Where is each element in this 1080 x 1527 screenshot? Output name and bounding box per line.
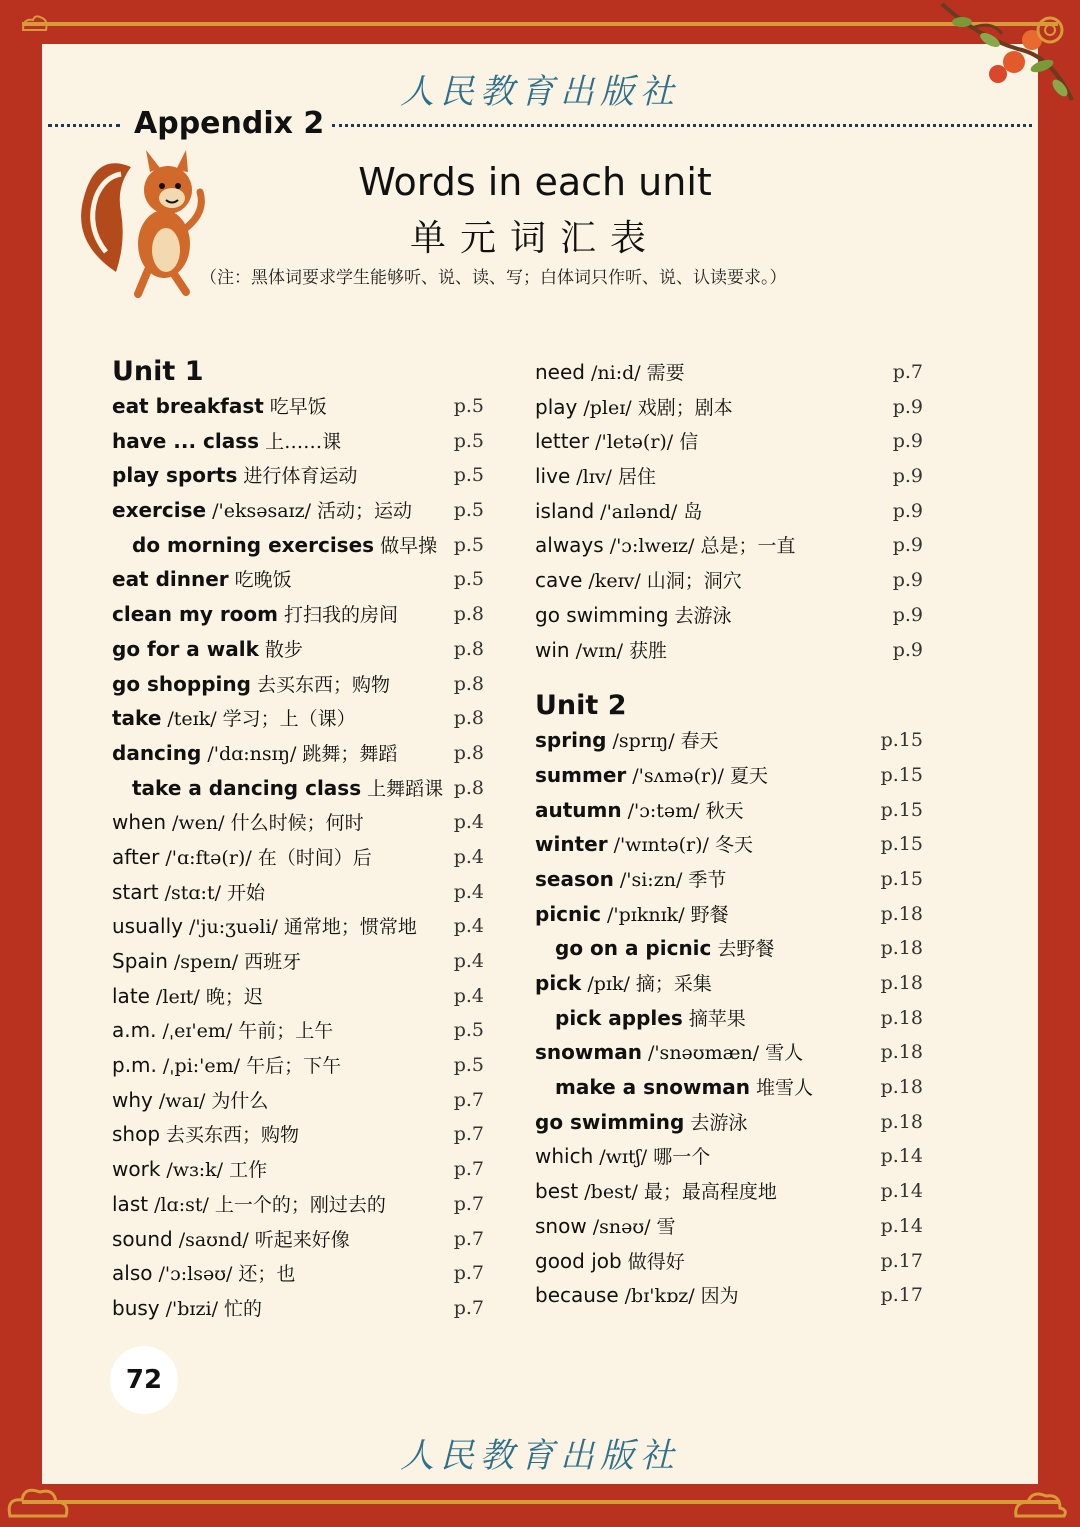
vocab-entry — [112, 493, 492, 528]
vocab-page-ref: p.4 — [453, 880, 484, 903]
vocab-list — [535, 355, 923, 667]
vocab-phonetic: /stɑ:t/ — [164, 881, 221, 904]
unit-title: Unit 2 — [535, 690, 627, 722]
vocab-word: island — [535, 498, 595, 523]
vocab-page-ref: p.18 — [880, 1006, 923, 1029]
vocab-word: snowman — [535, 1040, 642, 1065]
vocab-entry — [112, 1117, 492, 1152]
vocab-page-ref: p.18 — [880, 1076, 923, 1099]
vocab-phonetic: /'dɑ:nsɪŋ/ — [207, 742, 297, 765]
vocab-page-ref: p.7 — [453, 1158, 484, 1181]
dotted-rule-left — [48, 124, 120, 127]
vocab-meaning: 吃早饭 — [269, 396, 327, 418]
vocab-meaning: 岛 — [683, 500, 703, 523]
vocab-page-ref: p.8 — [453, 603, 484, 626]
vocab-meaning: 西班牙 — [244, 951, 302, 973]
vocab-meaning: 居住 — [617, 466, 656, 489]
vocab-word: eat breakfast — [112, 394, 264, 418]
right-column — [535, 355, 923, 1313]
vocab-meaning: 为什么 — [211, 1089, 269, 1112]
vocab-meaning: 摘；采集 — [635, 973, 712, 995]
vocab-word: which — [535, 1144, 594, 1169]
vocab-page-ref: p.5 — [453, 429, 484, 452]
vocab-word: dancing — [112, 740, 202, 765]
vocab-page-ref: p.5 — [453, 464, 484, 487]
vocab-word: best — [535, 1179, 579, 1204]
vocab-word: autumn — [535, 797, 622, 822]
vocab-phonetic: /saʊnd/ — [178, 1228, 249, 1251]
vocab-entry — [112, 632, 492, 667]
vocab-page-ref: p.9 — [892, 534, 923, 557]
vocab-phonetic: /speɪn/ — [173, 951, 239, 973]
vocab-meaning: 散步 — [264, 638, 303, 661]
vocab-word: spring — [535, 728, 607, 753]
vocab-entry — [535, 1001, 923, 1036]
vocab-page-ref: p.4 — [453, 845, 484, 868]
vocab-meaning: 打扫我的房间 — [284, 604, 399, 627]
vocab-meaning: 做得好 — [627, 1250, 685, 1273]
vocab-meaning: 听起来好像 — [254, 1228, 350, 1251]
vocab-phonetic: /pleɪ/ — [583, 396, 632, 419]
appendix-header — [48, 106, 1036, 142]
vocab-phonetic: /leɪt/ — [155, 985, 200, 1008]
vocab-word: season — [535, 866, 614, 891]
corner-cloud-icon — [20, 12, 50, 34]
vocab-meaning: 吃晚饭 — [234, 569, 292, 592]
vocab-phonetic: /wɪn/ — [575, 639, 623, 662]
vocab-page-ref: p.4 — [453, 915, 484, 938]
vocab-meaning: 雪人 — [765, 1042, 804, 1065]
vocab-page-ref: p.18 — [880, 1041, 923, 1064]
vocab-phonetic: /pɪk/ — [587, 973, 630, 995]
vocab-meaning: 上舞蹈课 — [367, 777, 444, 800]
vocab-word: pick — [535, 971, 582, 995]
vocab-entry — [112, 1187, 492, 1222]
vocab-page-ref: p.9 — [892, 569, 923, 592]
vocab-meaning: 春天 — [680, 730, 719, 753]
vocab-page-ref: p.9 — [892, 638, 923, 661]
vocab-entry — [535, 1035, 923, 1070]
vocab-word: winter — [535, 832, 608, 857]
appendix-title: Appendix 2 — [134, 106, 325, 141]
vocab-entry — [535, 563, 923, 598]
vocab-word: win — [535, 637, 570, 662]
vocab-word: why — [112, 1087, 153, 1112]
vocab-phonetic: /'ɔ:təm/ — [627, 799, 700, 822]
vocab-entry — [112, 771, 492, 806]
vocab-meaning: 戏剧；剧本 — [637, 396, 733, 419]
vocab-word: when — [112, 810, 167, 835]
vocab-phonetic: /ˌeɪ'em/ — [162, 1020, 233, 1043]
vocab-meaning: 夏天 — [729, 764, 768, 787]
vocab-meaning: 总是；一直 — [700, 535, 796, 558]
vocab-phonetic: /keɪv/ — [588, 570, 641, 593]
vocab-meaning: 通常地；惯常地 — [283, 916, 417, 939]
vocab-word: play sports — [112, 463, 238, 488]
vocab-entry — [112, 424, 492, 459]
vocab-entry — [535, 827, 923, 862]
vocab-word: usually — [112, 914, 183, 939]
vocab-page-ref: p.9 — [892, 603, 923, 626]
vocab-page-ref: p.4 — [453, 950, 484, 972]
vocab-page-ref: p.15 — [880, 798, 923, 821]
vocab-entry — [535, 758, 923, 793]
publisher-logo-top: 人民教育出版社 — [400, 72, 680, 112]
page-number: 72 — [110, 1346, 178, 1414]
vocab-page-ref: p.5 — [453, 1054, 484, 1077]
vocab-entry — [535, 355, 923, 390]
vocab-entry — [535, 1105, 923, 1140]
vocab-page-ref: p.18 — [880, 902, 923, 925]
corner-cloud-icon — [1010, 1478, 1070, 1522]
vocab-entry — [112, 701, 492, 736]
vocab-page-ref: p.7 — [453, 1262, 484, 1285]
vocab-meaning: 获胜 — [628, 639, 667, 662]
vocab-meaning: 信 — [679, 431, 699, 454]
vocab-page-ref: p.17 — [880, 1284, 923, 1307]
vocab-entry — [112, 1222, 492, 1257]
vocab-word: Spain — [112, 949, 168, 973]
vocab-meaning: 山洞；洞穴 — [646, 570, 742, 593]
vocab-phonetic: /'eksəsaɪz/ — [212, 500, 312, 523]
vocab-phonetic: /'ɔ:lweɪz/ — [609, 535, 695, 558]
vocab-entry — [112, 736, 492, 771]
vocab-phonetic: /'bɪzi/ — [165, 1297, 218, 1320]
vocab-entry — [112, 944, 492, 979]
vocab-entry — [535, 931, 923, 966]
vocab-phonetic: /waɪ/ — [158, 1089, 206, 1112]
vocab-word: live — [535, 464, 571, 489]
vocab-entry — [535, 424, 923, 459]
vocab-meaning: 摘苹果 — [688, 1007, 746, 1030]
vocab-phonetic: /'snəʊmæn/ — [647, 1042, 760, 1065]
vocab-meaning: 在（时间）后 — [257, 846, 372, 869]
vocab-page-ref: p.7 — [453, 1192, 484, 1215]
vocab-phonetic: /ni:d/ — [590, 362, 641, 384]
vocab-entry — [112, 840, 492, 875]
vocab-phonetic: /wɜ:k/ — [166, 1159, 224, 1182]
vocab-word: cave — [535, 568, 583, 593]
vocab-word: play — [535, 394, 578, 419]
vocab-meaning: 因为 — [700, 1285, 739, 1308]
vocab-meaning: 哪一个 — [653, 1146, 711, 1169]
vocab-word: letter — [535, 429, 590, 454]
unit-title: Unit 1 — [112, 356, 204, 387]
vocab-phonetic: /lɑ:st/ — [154, 1193, 209, 1216]
vocab-page-ref: p.15 — [880, 729, 923, 752]
vocab-phonetic: /'si:zn/ — [619, 868, 683, 891]
title-chinese: 单元词汇表 — [409, 218, 660, 259]
vocab-entry — [112, 875, 492, 910]
vocab-entry — [112, 667, 492, 702]
vocab-page-ref: p.14 — [880, 1180, 923, 1203]
vocab-entry — [535, 528, 923, 563]
usage-note: （注：黑体词要求学生能够听、说、读、写；白体词只作听、说、认读要求。） — [200, 268, 787, 288]
vocab-page-ref: p.8 — [453, 637, 484, 660]
vocab-phonetic: /'ɔ:lsəʊ/ — [158, 1263, 233, 1286]
vocab-phonetic: /'aɪlənd/ — [600, 500, 678, 523]
vocab-word: a.m. — [112, 1018, 157, 1043]
vocab-meaning: 晚；迟 — [205, 985, 263, 1008]
vocab-page-ref: p.18 — [880, 1110, 923, 1133]
vocab-entry — [535, 793, 923, 828]
vocab-phonetic: /best/ — [584, 1181, 638, 1204]
border-gold-line-bottom — [22, 1500, 1058, 1504]
vocab-entry — [112, 1048, 492, 1083]
vocab-page-ref: p.9 — [892, 465, 923, 488]
vocab-list — [535, 723, 923, 1313]
vocab-phonetic: /'pɪknɪk/ — [606, 903, 685, 926]
vocab-entry — [112, 805, 492, 840]
vocab-word: p.m. — [112, 1053, 157, 1078]
vocab-entry — [112, 458, 492, 493]
vocab-meaning: 野餐 — [690, 903, 729, 926]
vocab-word: go on a picnic — [555, 936, 712, 961]
vocab-word: late — [112, 983, 150, 1008]
vocab-page-ref: p.9 — [892, 430, 923, 453]
squirrel-illustration — [76, 142, 216, 302]
vocab-meaning: 去游泳 — [674, 604, 732, 627]
vocab-entry — [112, 562, 492, 597]
section-gap — [535, 667, 915, 689]
vocab-page-ref: p.14 — [880, 1145, 923, 1168]
vocab-word: eat dinner — [112, 567, 229, 592]
vocab-phonetic: /lɪv/ — [576, 466, 612, 489]
vocab-meaning: 午后；下午 — [246, 1055, 342, 1078]
vocab-entry — [112, 1083, 492, 1118]
vocab-page-ref: p.8 — [453, 707, 484, 730]
vocab-meaning: 去野餐 — [717, 938, 775, 961]
vocab-word: shop — [112, 1122, 161, 1147]
vocab-entry — [112, 597, 492, 632]
vocab-meaning: 去买东西；购物 — [256, 673, 390, 696]
vocab-meaning: 忙的 — [224, 1297, 263, 1320]
vocab-word: sound — [112, 1226, 173, 1251]
vocab-page-ref: p.8 — [453, 776, 484, 799]
vocab-entry — [535, 1174, 923, 1209]
vocab-word: work — [112, 1157, 161, 1182]
left-column — [112, 355, 492, 1326]
vocab-page-ref: p.7 — [892, 361, 923, 383]
vocab-meaning: 雪 — [656, 1215, 676, 1238]
vocab-page-ref: p.7 — [453, 1123, 484, 1146]
vocab-meaning: 去游泳 — [690, 1111, 748, 1134]
vocab-phonetic: /'letə(r)/ — [595, 431, 674, 454]
vocab-entry — [112, 1013, 492, 1048]
vocab-meaning: 季节 — [688, 868, 727, 891]
vocab-word: clean my room — [112, 602, 278, 627]
vocab-word: need — [535, 360, 585, 384]
vocab-meaning: 什么时候；何时 — [230, 812, 364, 835]
vocab-word: busy — [112, 1295, 160, 1320]
vocab-meaning: 午前；上午 — [238, 1020, 334, 1043]
vocab-phonetic: /bɪ'kɒz/ — [624, 1285, 695, 1308]
vocab-phonetic: /'ju:ʒuəli/ — [188, 916, 278, 939]
vocab-word: also — [112, 1261, 153, 1286]
vocab-list — [112, 389, 492, 1326]
vocab-meaning: 进行体育运动 — [243, 465, 358, 488]
vocab-word: after — [112, 844, 160, 869]
vocab-page-ref: p.5 — [453, 568, 484, 591]
vocab-word: go swimming — [535, 602, 669, 627]
vocab-phonetic: /wɪtʃ/ — [599, 1146, 648, 1169]
publisher-logo-bottom: 人民教育出版社 — [400, 1436, 680, 1476]
vocab-page-ref: p.5 — [453, 395, 484, 417]
vocab-word: because — [535, 1283, 619, 1308]
vocab-entry — [112, 1291, 492, 1326]
vocab-word: take a dancing class — [132, 775, 362, 800]
vocab-entry — [112, 909, 492, 944]
vocab-phonetic: /'wɪntə(r)/ — [613, 834, 709, 857]
vocab-meaning: 开始 — [226, 881, 265, 904]
vocab-phonetic: /wen/ — [172, 812, 225, 835]
vocab-phonetic: /sprɪŋ/ — [612, 730, 675, 753]
vocab-page-ref: p.18 — [880, 972, 923, 994]
vocab-word: pick apples — [555, 1005, 683, 1030]
vocab-page-ref: p.15 — [880, 833, 923, 856]
vocab-entry — [535, 598, 923, 633]
vocab-entry — [535, 723, 923, 758]
vocab-word: go swimming — [535, 1109, 685, 1134]
vocab-entry — [535, 1139, 923, 1174]
vocab-phonetic: /snəʊ/ — [592, 1215, 651, 1238]
vocab-word: snow — [535, 1213, 587, 1238]
vocab-meaning: 活动；运动 — [317, 500, 413, 523]
vocab-word: summer — [535, 762, 627, 787]
vocab-page-ref: p.5 — [453, 1019, 484, 1042]
vocab-page-ref: p.15 — [880, 763, 923, 786]
vocab-entry — [535, 459, 923, 494]
vocab-page-ref: p.4 — [453, 811, 484, 834]
vocab-word: good job — [535, 1248, 622, 1273]
vocab-page-ref: p.7 — [453, 1227, 484, 1250]
vocab-phonetic: /'sʌmə(r)/ — [632, 764, 724, 787]
vocab-meaning: 秋天 — [705, 799, 744, 822]
vocab-meaning: 堆雪人 — [756, 1077, 814, 1100]
vocab-word: do morning exercises — [132, 532, 375, 557]
vocab-meaning: 去买东西；购物 — [166, 1124, 300, 1147]
vocab-entry — [535, 862, 923, 897]
vocab-phonetic: /teɪk/ — [167, 708, 217, 731]
vocab-entry — [112, 1256, 492, 1291]
vocab-entry — [535, 1278, 923, 1313]
vocab-word: go shopping — [112, 671, 251, 696]
vocab-page-ref: p.7 — [453, 1088, 484, 1111]
vocab-word: picnic — [535, 901, 601, 926]
vocab-page-ref: p.18 — [880, 937, 923, 960]
vocab-page-ref: p.4 — [453, 984, 484, 1007]
vocab-meaning: 上……课 — [265, 430, 342, 453]
vocab-meaning: 学习；上（课） — [222, 708, 356, 731]
vocab-entry — [535, 1070, 923, 1105]
vocab-phonetic: /'ɑ:ftə(r)/ — [165, 846, 252, 869]
vocab-page-ref: p.9 — [892, 499, 923, 522]
vocab-word: go for a walk — [112, 636, 259, 661]
vocab-entry — [112, 1152, 492, 1187]
vocab-word: start — [112, 879, 159, 904]
border-gold-line-top — [22, 22, 1058, 26]
vocab-word: always — [535, 533, 604, 558]
vocab-meaning: 工作 — [229, 1159, 268, 1182]
dotted-rule-right — [332, 124, 1032, 127]
vocab-meaning: 需要 — [646, 362, 685, 384]
vocab-entry — [112, 979, 492, 1014]
vocab-entry — [535, 966, 923, 1001]
vocab-meaning: 上一个的；刚过去的 — [214, 1193, 386, 1216]
vocab-entry — [112, 528, 492, 563]
vocab-meaning: 跳舞；舞蹈 — [302, 742, 398, 765]
vocab-word: have ... class — [112, 428, 260, 453]
vocab-meaning: 最；最高程度地 — [643, 1181, 777, 1204]
vocab-meaning: 还；也 — [238, 1263, 296, 1286]
vocab-entry — [535, 633, 923, 668]
vocab-word: take — [112, 706, 162, 731]
vocab-page-ref: p.5 — [453, 499, 484, 522]
vocab-page-ref: p.8 — [453, 672, 484, 695]
vocab-meaning: 做早操 — [380, 534, 438, 557]
vocab-page-ref: p.17 — [880, 1249, 923, 1272]
vocab-page-ref: p.8 — [453, 741, 484, 764]
vocab-page-ref: p.14 — [880, 1214, 923, 1237]
vocab-phonetic: /ˌpi:'em/ — [162, 1055, 241, 1078]
vocab-word: exercise — [112, 498, 207, 523]
vocab-meaning: 冬天 — [714, 834, 753, 857]
vocab-page-ref: p.15 — [880, 867, 923, 890]
vocab-entry — [535, 494, 923, 529]
vocab-entry — [535, 390, 923, 425]
title-english: Words in each unit — [358, 160, 712, 204]
vocab-word: last — [112, 1191, 149, 1216]
vocab-page-ref: p.5 — [453, 533, 484, 556]
vocab-entry — [535, 1209, 923, 1244]
vocab-entry — [535, 1244, 923, 1279]
vocab-page-ref: p.9 — [892, 395, 923, 418]
vocab-word: make a snowman — [555, 1075, 751, 1100]
vocab-entry — [112, 389, 492, 424]
vocab-page-ref: p.7 — [453, 1296, 484, 1319]
vocab-entry — [535, 897, 923, 932]
